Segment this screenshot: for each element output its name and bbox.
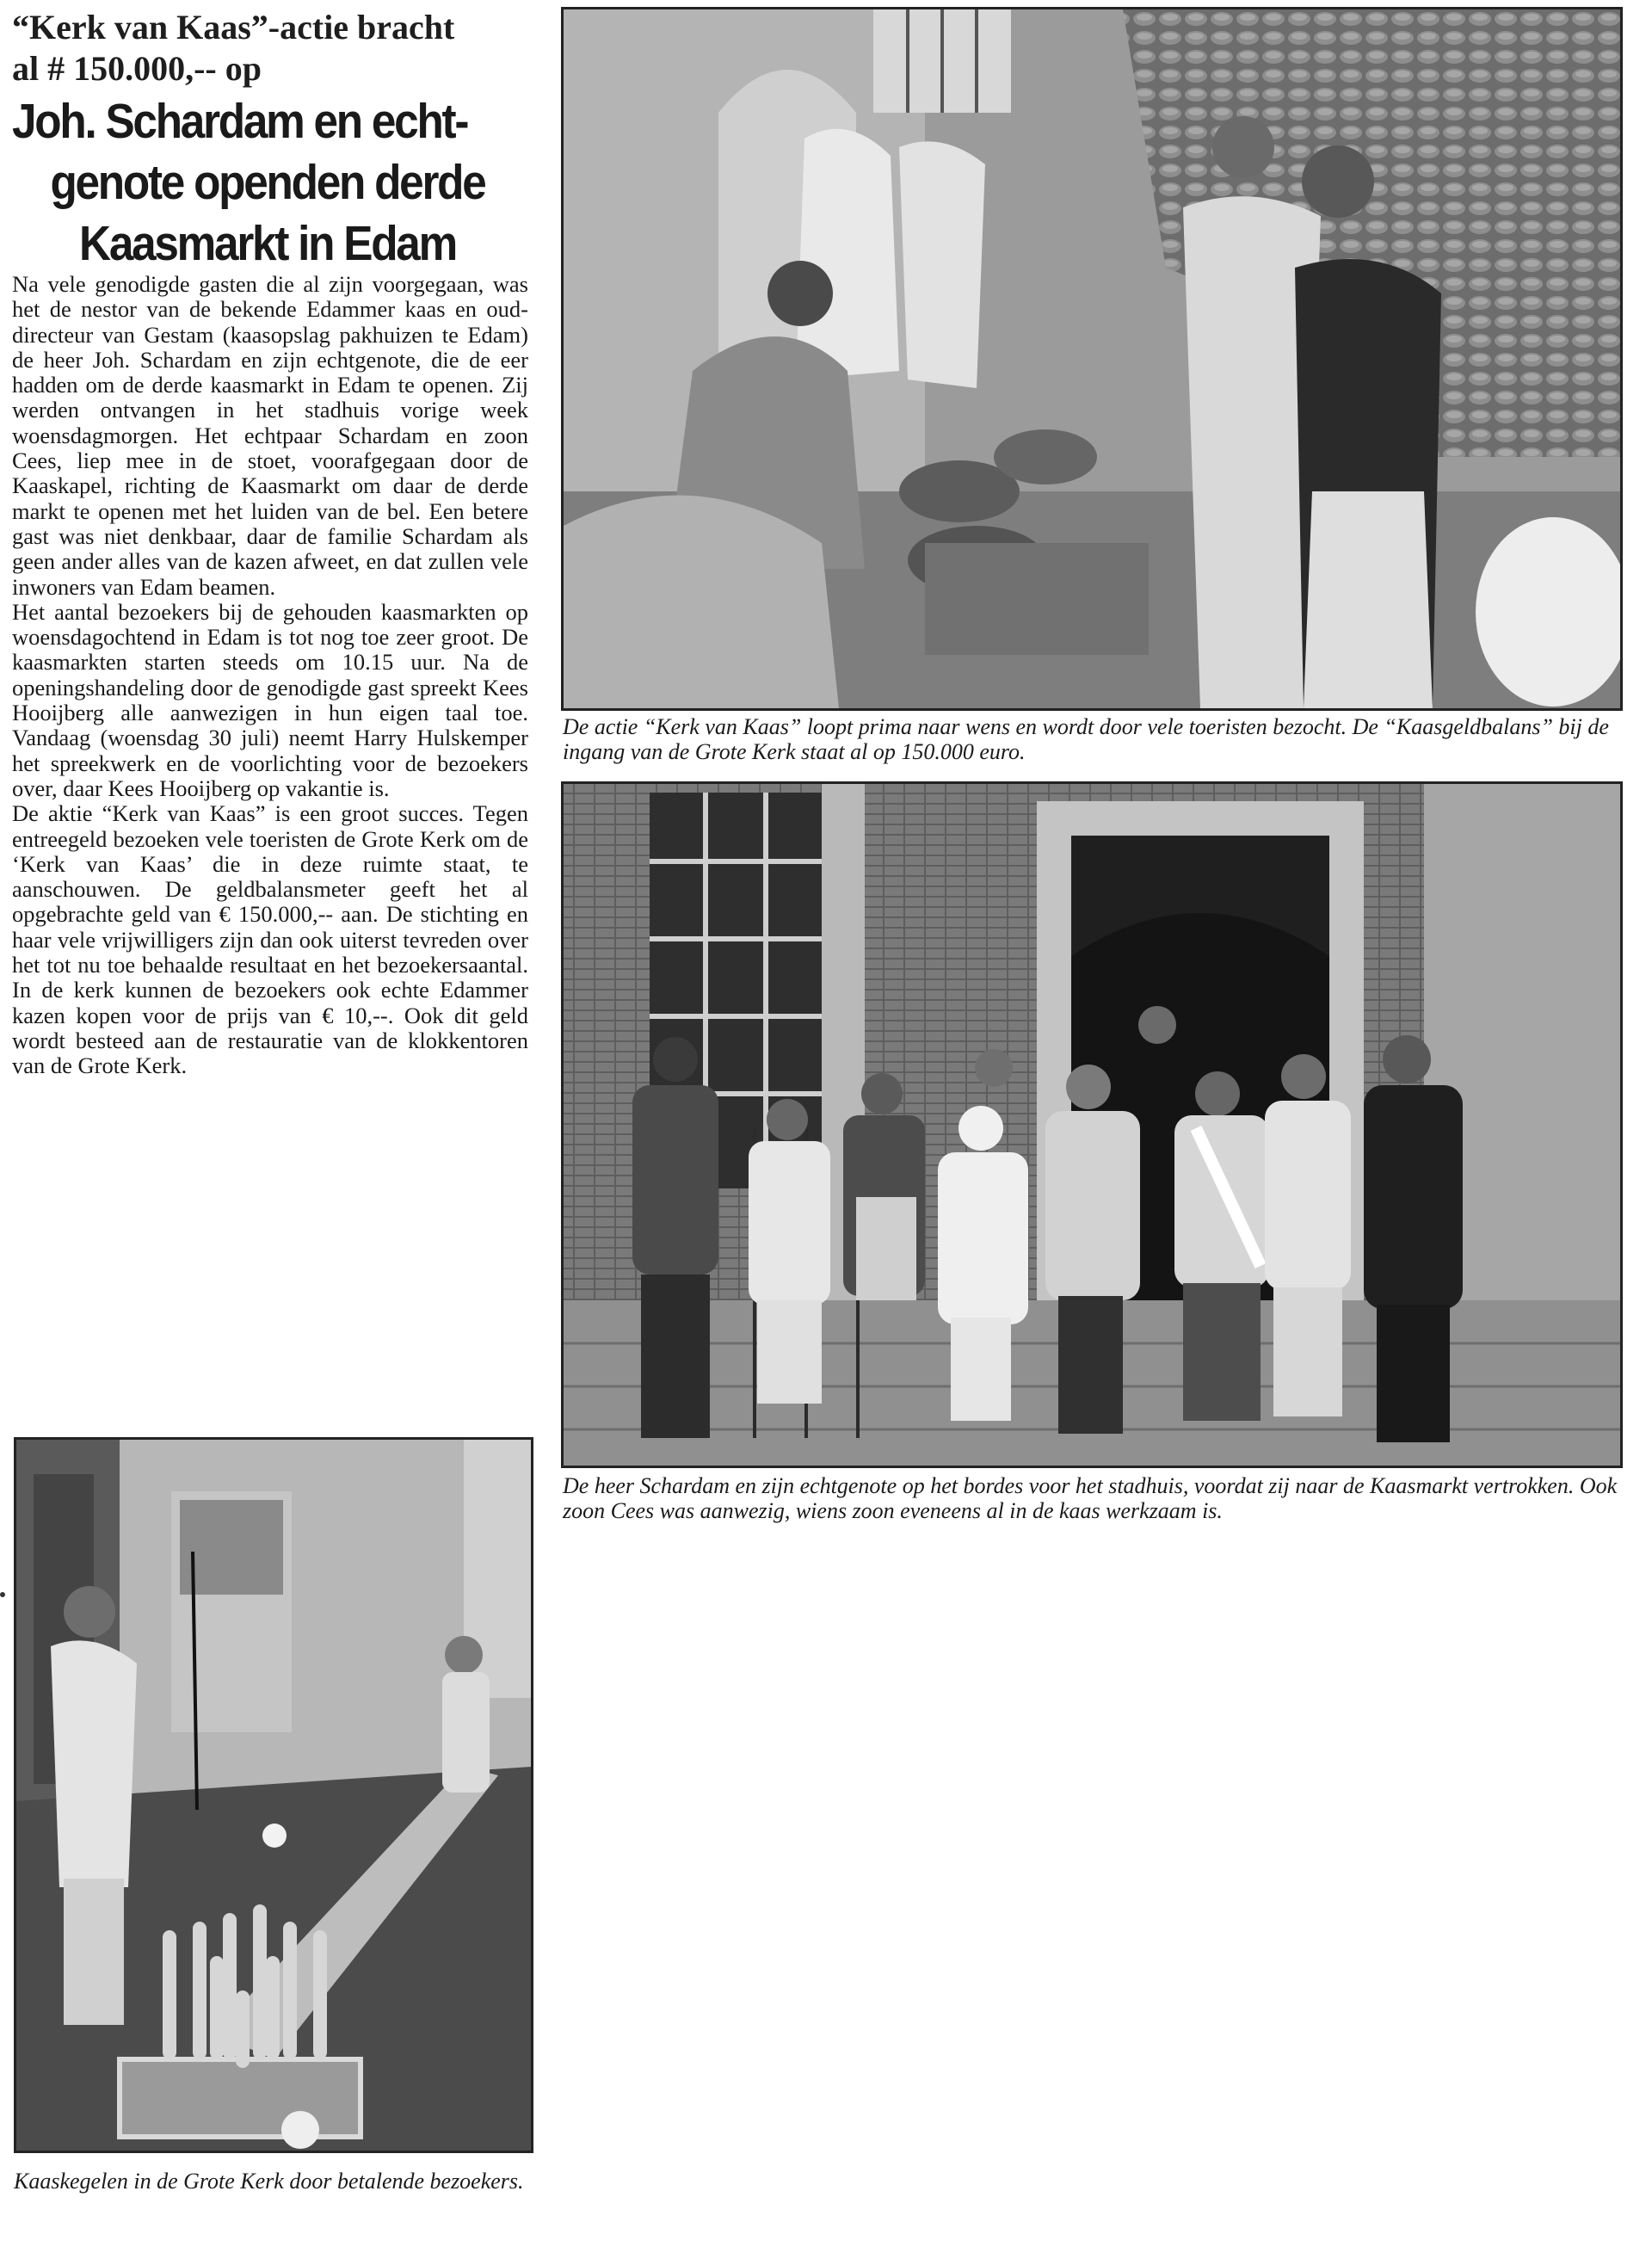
caption-photo-cheese-church: De actie “Kerk van Kaas” loopt prima naar wens en wordt door vele toeristen bezocht. De “Kaasgeldbalans” bij de ingang van de Grote Kerk staat al op 150.000 euro. <box>563 714 1609 764</box>
article-paragraph-1: Na vele genodigde gasten die al zijn voorgegaan, was het de nestor van de bekende Edammer kaas en oud-directeur van Gestam (kaasopslag pakhuizen te Edam) de heer Joh. Schardam en zijn echtgenote, die de eer hadden om de derde kaasmarkt in Edam te openen. Zij werden ontvangen in het stadhuis vorige week woensdagmorgen. Het echtpaar Schardam en zoon Cees, liep mee in de stoet, voorafgegaan door de Kaaskapel, richting de Kaasmarkt om daar de derde markt te openen met het luiden van de bel. Een betere gast was niet denkbaar, daar de familie Schardam als geen ander alles van de kazen afweet, en dat zullen vele inwoners van Edam beamen. <box>12 271 528 600</box>
caption-photo-town-hall-group: De heer Schardam en zijn echtgenote op het bordes voor het stadhuis, voordat zij naar de Kaasmarkt vertrokken. Ook zoon Cees was aanwezig, wiens zoon eveneens al in de kaas werkzaam is. <box>563 1473 1618 1523</box>
headline-line-1: Joh. Schardam en echt- <box>12 94 468 149</box>
headline-line-3: Kaasmarkt in Edam <box>79 216 456 271</box>
kicker-line-1: “Kerk van Kaas”-actie bracht <box>12 8 455 46</box>
photo-town-hall-group <box>561 781 1623 1468</box>
caption-photo-skittles-church: Kaaskegelen in de Grote Kerk door betalende bezoekers. <box>14 2169 524 2194</box>
kicker-line-2: al # 150.000,-- op <box>12 49 262 88</box>
article-paragraph-3: De aktie “Kerk van Kaas” is een groot succes. Tegen entreegeld bezoeken vele toeristen de Grote Kerk om de ‘Kerk van Kaas’ die in deze ruimte staat, te aanschouwen. De geldbalansmeter geeft het al opgebrachte geld van € 150.000,-- aan. De stichting en haar vele vrijwilligers zijn dan ook uiterst tevreden over het tot nu toe behaalde resultaat en het bezoekersaantal. In de kerk kunnen de bezoekers ook echte Edammer kazen kopen voor de prijs van € 10,--. Ook dit geld wordt besteed aan de restauratie van de klokkentoren van de Grote Kerk. <box>12 800 528 1079</box>
article-headline <box>12 91 485 275</box>
article-kicker <box>12 7 528 89</box>
margin-dot <box>0 1592 5 1597</box>
photo-skittles-church <box>14 1437 533 2153</box>
article-paragraph-2: Het aantal bezoekers bij de gehouden kaasmarkten op woensdagochtend in Edam is tot nog toe zeer groot. De kaasmarkten starten steeds om 10.15 uur. Na de openingshandeling door de genodigde gast spreekt Kees Hooijberg alle aanwezigen in hun eigen taal toe. Vandaag (woensdag 30 juli) neemt Harry Hulskemper het spreekwerk en de voorlichting voor de bezoekers over, daar Kees Hooijberg op vakantie is. <box>12 598 528 801</box>
photo-skittles-church-image <box>16 1440 531 2151</box>
photo-town-hall-group-image <box>564 784 1620 1466</box>
photo-cheese-church-image <box>564 9 1620 708</box>
headline-line-2: genote openden derde <box>50 155 485 210</box>
photo-cheese-church <box>561 7 1623 711</box>
article-body <box>12 272 528 1079</box>
